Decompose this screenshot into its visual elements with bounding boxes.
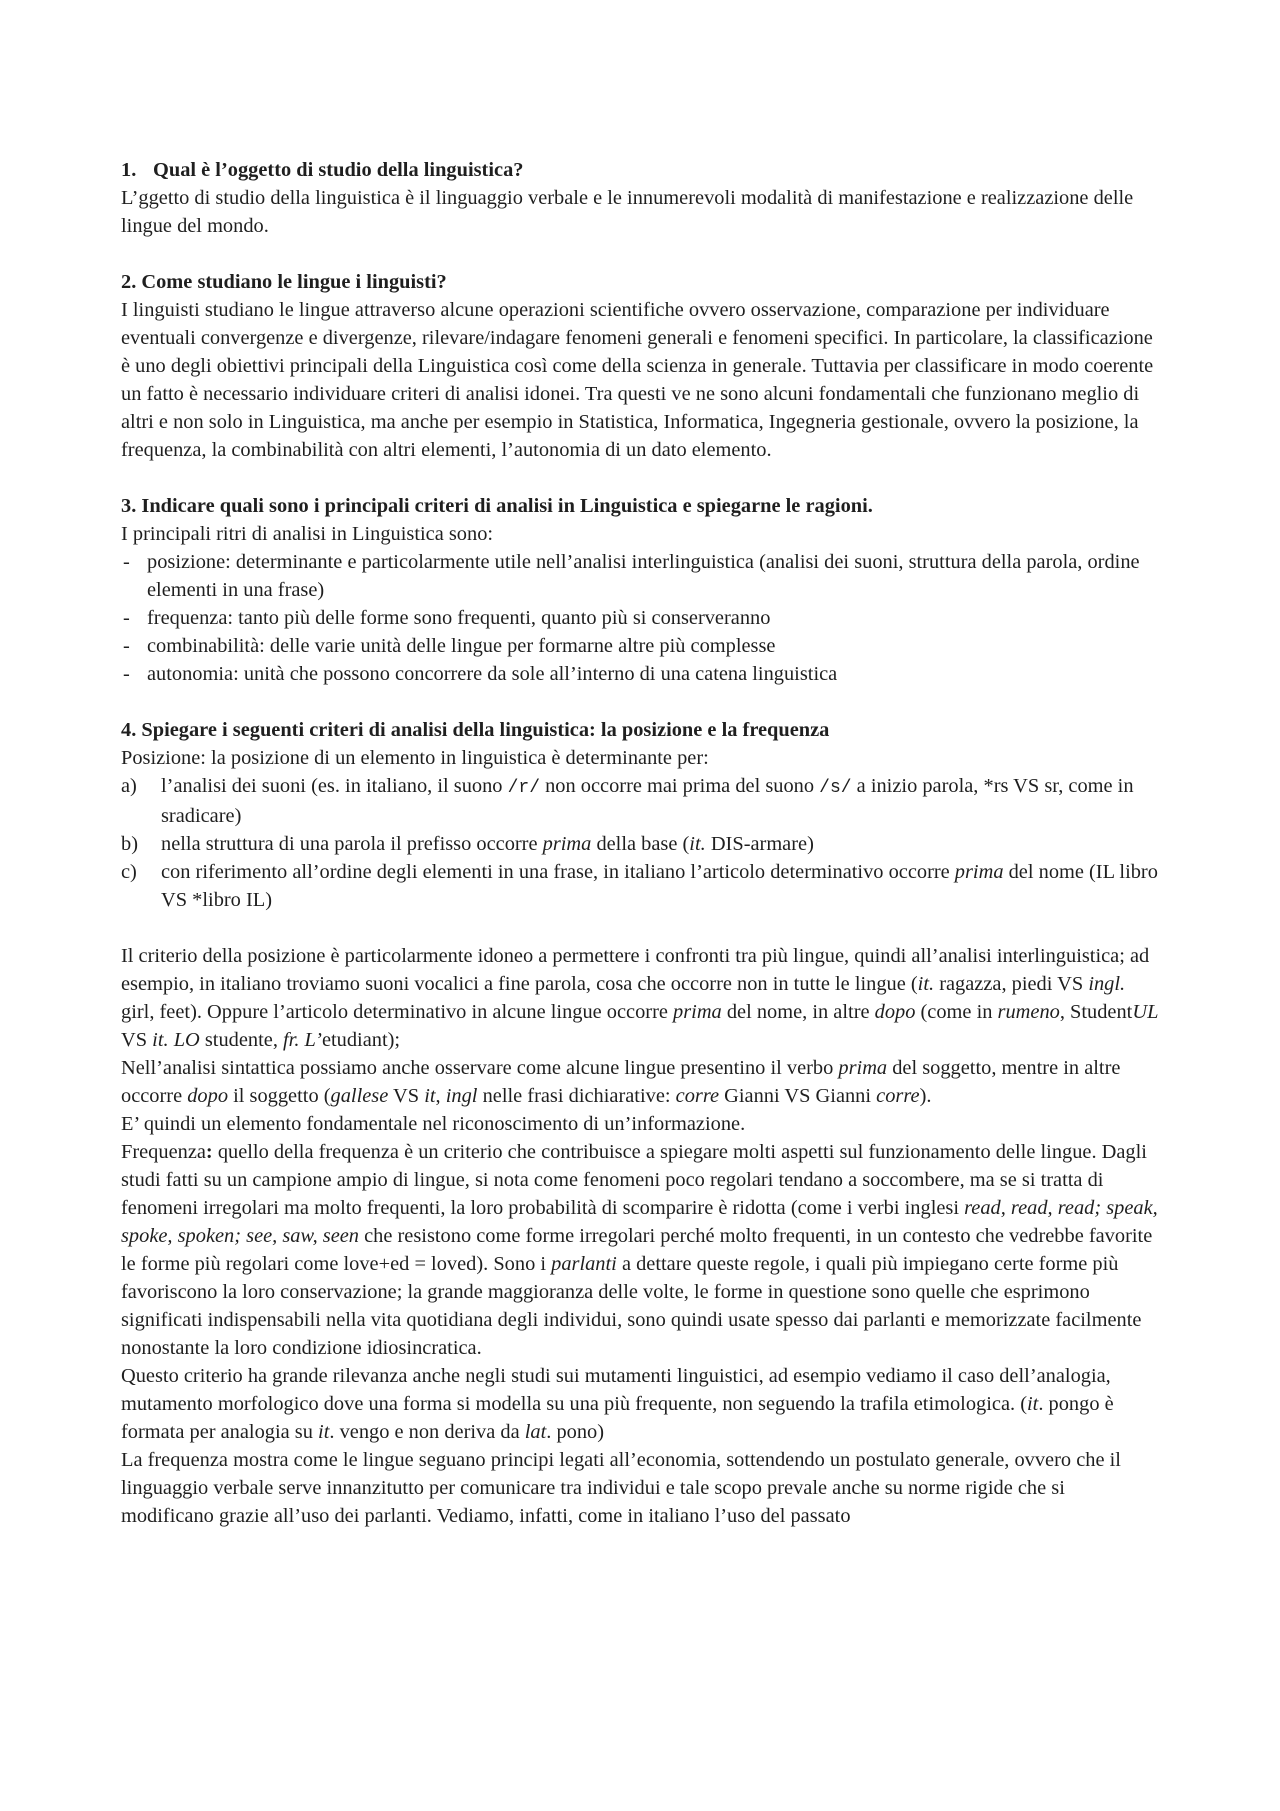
text-run: non occorre mai prima del suono bbox=[540, 775, 820, 797]
section-q2 bbox=[121, 268, 1160, 464]
section-q3 bbox=[121, 492, 1160, 688]
italic-run: it bbox=[424, 1085, 436, 1107]
position-paragraph-3: E’ quindi un elemento fondamentale nel riconoscimento di un’informazione. bbox=[121, 1113, 746, 1135]
text-run: quello della frequenza è un criterio che contribuisce a spiegare molti aspetti sul funzionamento delle lingue. Dagli studi fatti su un campione ampio di lingue, si nota come fenomeni poco regolari tendano a soccombere, ma se si tratta di fenomeni irregolari ma molto frequenti, la loro probabilità di scomparire è ridotta (come i verbi inglesi bbox=[121, 1141, 1147, 1219]
phoneme-r: /r/ bbox=[507, 778, 540, 798]
q1-answer: L’ggetto di studio della linguistica è il linguaggio verbale e le innumerevoli modalità di manifestazione e realizzazione delle lingue del mondo. bbox=[121, 187, 1134, 237]
text-run: Gianni VS Gianni bbox=[719, 1085, 877, 1107]
list-item: - frequenza: tanto più delle forme sono frequenti, quanto più si conserveranno bbox=[121, 604, 1160, 632]
text-run: del nome (IL libro VS *libro IL) bbox=[161, 861, 1158, 911]
text-run: del soggetto, mentre in altre occorre bbox=[121, 1057, 1121, 1107]
text-run: (come in bbox=[915, 1001, 998, 1023]
italic-run: prima bbox=[542, 833, 592, 855]
list-item: - combinabilità: delle varie unità delle lingue per formarne altre più complesse bbox=[121, 632, 1160, 660]
text-run: della base ( bbox=[591, 833, 690, 855]
text-run: girl, feet). Oppure l’articolo determinativo in alcune lingue occorre bbox=[121, 1001, 674, 1023]
list-item: - autonomia: unità che possono concorrere da sole all’interno di una catena linguistica bbox=[121, 660, 1160, 688]
text-run: ragazza, piedi VS bbox=[934, 973, 1089, 995]
text-run: l’analisi dei suoni (es. in italiano, il suono bbox=[161, 775, 508, 797]
position-paragraph-2 bbox=[121, 1054, 1160, 1110]
position-paragraph-1 bbox=[121, 942, 1160, 1054]
italic-run: it. bbox=[689, 833, 706, 855]
section-q4 bbox=[121, 716, 1160, 1530]
italic-run: corre bbox=[876, 1085, 920, 1107]
q4-title: 4. Spiegare i seguenti criteri di analisi della linguistica: la posizione e la frequenza bbox=[121, 719, 830, 741]
q4-position-intro: Posizione: la posizione di un elemento in linguistica è determinante per: bbox=[121, 747, 709, 769]
italic-run: it bbox=[318, 1421, 330, 1443]
section-q1 bbox=[121, 156, 1160, 240]
text-run: DIS-armare) bbox=[705, 833, 814, 855]
list-marker: a) bbox=[121, 775, 137, 797]
text-run: a dettare queste regole, i quali più impiegano certe forme più favoriscono la loro conservazione; la grande maggioranza delle volte, le forme in questione sono quelle che esprimono significati indispensabili nella vita quotidiana degli individui, sono quindi usate spesso dai parlanti e memorizzate facilmente nonostante la loro condizione idiosincratica. bbox=[121, 1253, 1142, 1359]
italic-run: dopo bbox=[874, 1001, 916, 1023]
frequency-paragraph-1 bbox=[121, 1138, 1160, 1362]
text-run: nelle frasi dichiarative: bbox=[477, 1085, 676, 1107]
list-item: - posizione: determinante e particolarmente utile nell’analisi interlinguistica (analisi dei suoni, struttura della parola, ordine elementi in una frase) bbox=[121, 548, 1160, 604]
italic-run: read, read, read; speak, spoke, spoken; see, saw, seen bbox=[121, 1197, 1158, 1247]
text-run: VS bbox=[121, 1029, 153, 1051]
italic-run: parlanti bbox=[551, 1253, 617, 1275]
bold-colon: : bbox=[205, 1141, 213, 1163]
q1-number: 1. bbox=[121, 159, 137, 181]
italic-run: prima bbox=[673, 1001, 722, 1023]
list-item-c bbox=[121, 858, 1160, 914]
list-marker: c) bbox=[121, 861, 137, 883]
text-run: . vengo e non deriva da bbox=[329, 1421, 525, 1443]
text-run: a inizio parola, *rs VS sr, come in sradicare) bbox=[161, 775, 1134, 827]
text-run: Nell’analisi sintattica possiamo anche osservare come alcune lingue presentino il verbo bbox=[121, 1057, 839, 1079]
text-run: Il criterio della posizione è particolarmente idoneo a permettere i confronti tra più lingue, quindi all’analisi interlinguistica; ad esempio, in italiano troviamo suoni vocalici a fine parola, cosa che occorre non in tutte le lingue ( bbox=[121, 945, 1150, 995]
frequency-label: Frequenza bbox=[121, 1141, 206, 1163]
italic-run: it. bbox=[917, 973, 935, 995]
list-item-a bbox=[121, 772, 1160, 830]
q4-position-list bbox=[121, 772, 1160, 914]
frequency-paragraph-2 bbox=[121, 1362, 1160, 1446]
text-run: . pongo è formata per analogia su bbox=[121, 1393, 1114, 1443]
text-run: studente, bbox=[199, 1029, 284, 1051]
italic-run: prima bbox=[954, 861, 1004, 883]
frequency-paragraph-3: La frequenza mostra come le lingue seguano principi legati all’economia, sottendendo un postulato generale, ovvero che il linguaggio verbale serve innanzitutto per comunicare tra individui e tale scopo prevale anche su norme rigide che si modificano grazie all’uso dei parlanti. Vediamo, infatti, come in italiano l’uso del passato bbox=[121, 1449, 1121, 1527]
italic-run: corre bbox=[675, 1085, 720, 1107]
q3-title: 3. Indicare quali sono i principali criteri di analisi in Linguistica e spiegarne le ragioni. bbox=[121, 495, 873, 517]
q3-criteria-list bbox=[121, 548, 1160, 688]
text-run: Questo criterio ha grande rilevanza anche negli studi sui mutamenti linguistici, ad esempio vediamo il caso dell’analogia, mutamento morfologico dove una forma si modella su una più frequente, non seguendo la trafila etimologica. ( bbox=[121, 1365, 1111, 1415]
list-marker: b) bbox=[121, 833, 138, 855]
q1-title bbox=[121, 156, 1160, 184]
text-run: ). bbox=[919, 1085, 932, 1107]
text-run: del nome, in altre bbox=[721, 1001, 875, 1023]
italic-run: prima bbox=[838, 1057, 888, 1079]
italic-run: UL bbox=[1132, 1001, 1159, 1023]
q3-intro: I principali ritri di analisi in Linguistica sono: bbox=[121, 523, 494, 545]
text-run: VS bbox=[388, 1085, 425, 1107]
q1-title-text: Qual è l’oggetto di studio della linguistica? bbox=[153, 159, 524, 181]
italic-run: gallese bbox=[330, 1085, 389, 1107]
italic-run: ingl. bbox=[1088, 973, 1126, 995]
text-run: che resistono come forme irregolari perché molto frequenti, in un contesto che vedrebbe favorite le forme più regolari come love+ed = loved). Sono i bbox=[121, 1225, 1153, 1275]
text-run: etudiant); bbox=[321, 1029, 401, 1051]
text-run: , bbox=[435, 1085, 446, 1107]
list-item-b bbox=[121, 830, 1160, 858]
text-run: nella struttura di una parola il prefisso occorre bbox=[161, 833, 543, 855]
italic-run: it. LO bbox=[152, 1029, 200, 1051]
text-run: , Student bbox=[1059, 1001, 1133, 1023]
q2-title: 2. Come studiano le lingue i linguisti? bbox=[121, 271, 447, 293]
phoneme-s: /s/ bbox=[819, 778, 852, 798]
italic-run: fr. L’ bbox=[283, 1029, 322, 1051]
q2-answer: I linguisti studiano le lingue attraverso alcune operazioni scientifiche ovvero osservazione, comparazione per individuare eventuali convergenze e divergenze, rilevare/indagare fenomeni generali e fenomeni specifici. In particolare, la classificazione è uno degli obiettivi principali della Linguistica così come della scienza in generale. Tuttavia per classificare in modo coerente un fatto è necessario individuare criteri di analisi idonei. Tra questi ve ne sono alcuni fondamentali che funzionano meglio di altri e non solo in Linguistica, ma anche per esempio in Statistica, Informatica, Ingegneria gestionale, ovvero la posizione, la frequenza, la combinabilità con altri elementi, l’autonomia di un dato elemento. bbox=[121, 299, 1154, 461]
italic-run: ingl bbox=[445, 1085, 478, 1107]
italic-run: lat bbox=[524, 1421, 547, 1443]
text-run: il soggetto ( bbox=[228, 1085, 331, 1107]
italic-run: dopo bbox=[187, 1085, 229, 1107]
italic-run: it bbox=[1027, 1393, 1039, 1415]
text-run: . pono) bbox=[546, 1421, 605, 1443]
text-run: con riferimento all’ordine degli elementi in una frase, in italiano l’articolo determinativo occorre bbox=[161, 861, 955, 883]
italic-run: rumeno bbox=[997, 1001, 1060, 1023]
